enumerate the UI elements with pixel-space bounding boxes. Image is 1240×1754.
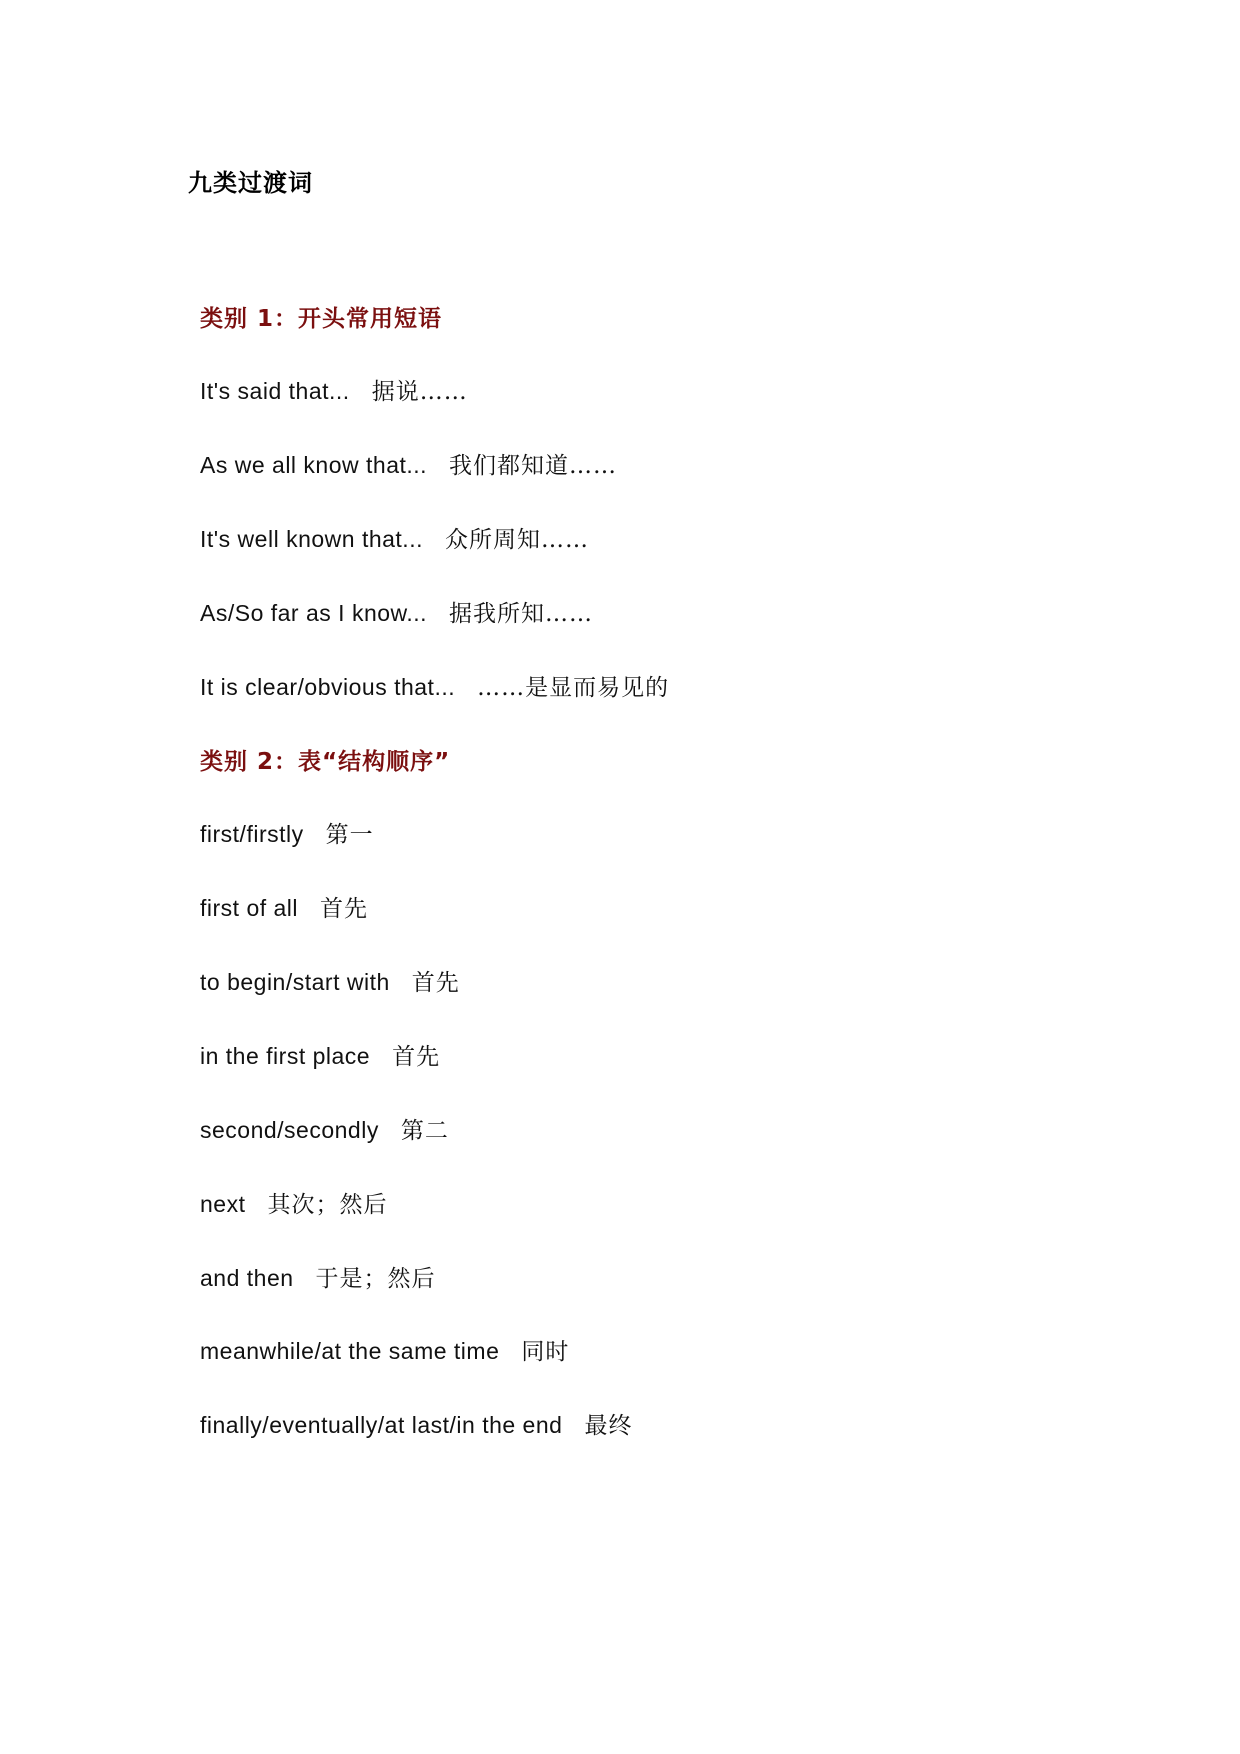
list-item: [200, 373, 468, 406]
list-item: [200, 1038, 440, 1071]
phrase-english: As we all know that...: [200, 452, 428, 478]
phrase-chinese: 第二: [400, 1118, 449, 1144]
phrase-chinese: 首先: [320, 896, 369, 922]
phrase-chinese: 我们都知道……: [449, 453, 618, 479]
phrase-chinese: 同时: [521, 1339, 570, 1365]
phrase-english: first/firstly: [200, 821, 304, 847]
phrase-english: It's well known that...: [200, 526, 423, 552]
phrase-english: finally/eventually/at last/in the end: [200, 1412, 563, 1438]
list-item: [200, 595, 593, 628]
phrase-chinese: 首先: [392, 1044, 441, 1070]
phrase-english: It's said that...: [200, 378, 350, 404]
list-item: [200, 890, 368, 923]
list-item: [200, 1112, 449, 1145]
list-item: [200, 1186, 387, 1219]
phrase-chinese: 其次；然后: [267, 1192, 388, 1218]
phrase-chinese: 据说……: [371, 379, 468, 405]
list-item: [200, 964, 460, 997]
phrase-english: second/secondly: [200, 1117, 379, 1143]
section-heading-1: 类别 1：开头常用短语: [200, 306, 443, 332]
phrase-chinese: 众所周知……: [444, 527, 589, 553]
phrase-english: to begin/start with: [200, 969, 390, 995]
phrase-english: in the first place: [200, 1043, 371, 1069]
phrase-chinese: 首先: [411, 970, 460, 996]
phrase-english: next: [200, 1191, 246, 1217]
phrase-english: As/So far as I know...: [200, 600, 428, 626]
list-item: [200, 1333, 569, 1366]
phrase-english: It is clear/obvious that...: [200, 674, 456, 700]
phrase-english: first of all: [200, 895, 299, 921]
phrase-chinese: 最终: [584, 1413, 633, 1439]
phrase-chinese: ……是显而易见的: [477, 675, 670, 701]
document-title: 九类过渡词: [188, 169, 313, 197]
section-heading-2: 类别 2：表“结构顺序”: [200, 749, 451, 775]
list-item: [200, 1260, 436, 1293]
phrase-chinese: 第一: [325, 822, 374, 848]
phrase-english: meanwhile/at the same time: [200, 1338, 500, 1364]
list-item: [200, 816, 374, 849]
phrase-chinese: 据我所知……: [449, 601, 594, 627]
list-item: [200, 521, 589, 554]
list-item: [200, 1407, 632, 1440]
phrase-chinese: 于是；然后: [315, 1266, 436, 1292]
list-item: [200, 447, 617, 480]
phrase-english: and then: [200, 1265, 294, 1291]
list-item: [200, 669, 669, 702]
